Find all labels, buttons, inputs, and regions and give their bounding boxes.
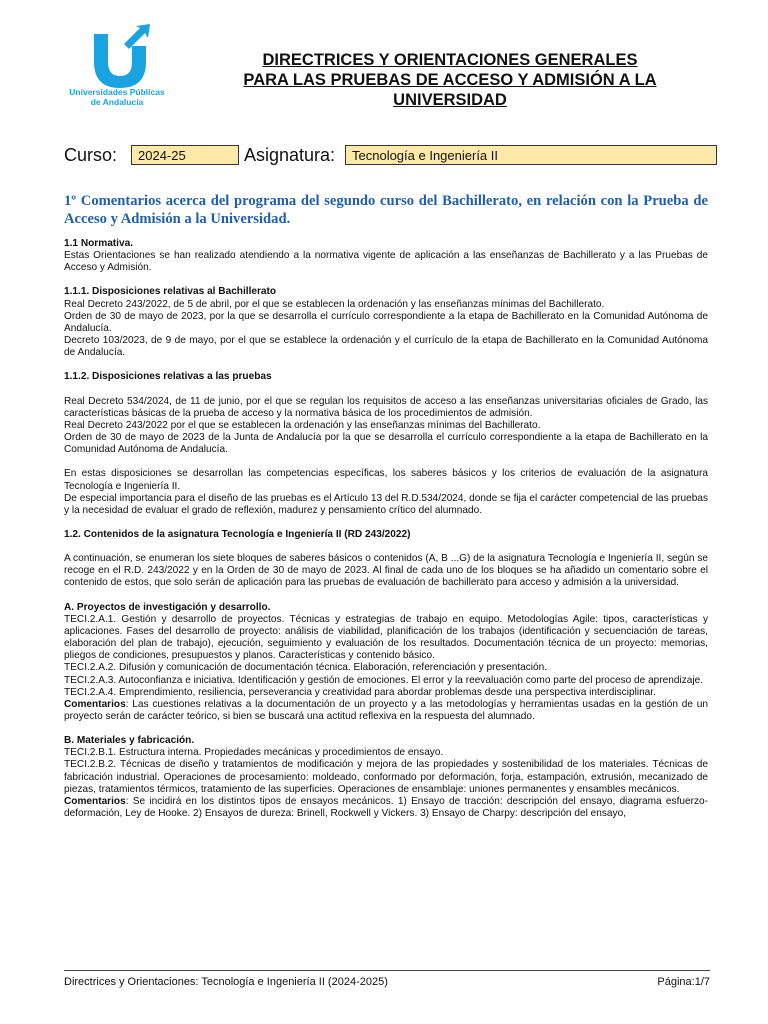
paragraph: Real Decreto 243/2022, de 5 de abril, por el que se establecen la ordenación y las enseñanzas mínimas del Bachillerato. — [64, 298, 605, 310]
paragraph: Decreto 103/2023, de 9 de mayo, por el que se establece la ordenación y el currículo de la etapa de Bachillerato en la Comunidad Autónoma de Andalucía. — [64, 335, 708, 359]
footer-title: Directrices y Orientaciones: Tecnología e Ingeniería II (2024-2025) — [64, 976, 388, 988]
document-body — [64, 238, 708, 820]
comment-label: Comentarios — [64, 698, 126, 710]
list-item: TECI.2.A.2. Difusión y comunicación de documentación técnica. Elaboración, referenciación y presentación. — [64, 662, 548, 674]
comment-text: : Las cuestiones relativas a la documentación de un proyecto y a las metodologías y herramientas usadas en la gestión de un proyecto serán de carácter teórico, si bien se buscará una actitud reflexiva en la respuesta del alumnado. — [64, 698, 708, 722]
heading-contenidos: 1.2. Contenidos de la asignatura Tecnología e Ingeniería II (RD 243/2022) — [64, 528, 411, 540]
paragraph: Estas Orientaciones se han realizado atendiendo a la normativa vigente de aplicación a las enseñanzas de Bachillerato y a las Pruebas de Acceso y Admisión. — [64, 250, 708, 274]
title-line3: UNIVERSIDAD — [393, 91, 507, 109]
comment-label: Comentarios — [64, 795, 126, 807]
list-item: TECI.2.A.1. Gestión y desarrollo de proyectos. Técnicas y estrategias de trabajo en equipo. Metodologías Agile: tipos, características y aplicaciones. Fases del desarrollo de proyecto: análisis de viabilidad, planificación de los trabajos (identificación y secuenciación de tareas, elaboración del plan de trabajo), ejecución, seguimiento y evaluación de los resultados. Documentación técnica de un proyecto: memorias, pliegos de condiciones, presupuestos y planos. Características y contenido básico. — [64, 613, 708, 662]
paragraph: En estas disposiciones se desarrollan las competencias específicas, los saberes básicos y los criterios de evaluación de la asignatura Tecnología e Ingeniería II. — [64, 468, 708, 492]
paragraph: Orden de 30 de mayo de 2023, por la que se desarrolla el currículo correspondiente a la etapa de Bachillerato en la Comunidad Autónoma de Andalucía. — [64, 310, 708, 334]
course-label: Curso: — [64, 145, 118, 165]
logo-text — [62, 87, 172, 107]
footer-divider — [64, 970, 710, 971]
logo-text-line2: de Andalucía — [90, 97, 144, 107]
page-number: Página:1/7 — [657, 976, 710, 988]
heading-normativa: 1.1 Normativa. — [64, 238, 134, 249]
paragraph: Orden de 30 de mayo de 2023 de la Junta de Andalucía por la que se desarrolla el currículo correspondiente a la etapa de Bachillerato en la Comunidad Autónoma de Andalucía. — [64, 432, 708, 456]
heading-disposiciones-bachillerato: 1.1.1. Disposiciones relativas al Bachillerato — [64, 286, 277, 298]
heading-disposiciones-pruebas: 1.1.2. Disposiciones relativas a las pruebas — [64, 371, 272, 383]
comment-paragraph — [64, 796, 708, 820]
title-line2: PARA LAS PRUEBAS DE ACCESO Y ADMISIÓN A LA — [243, 71, 657, 89]
subject-field: Tecnología e Ingeniería II — [345, 145, 717, 165]
university-logo-icon — [84, 24, 154, 90]
subject-label: Asignatura: — [244, 145, 336, 165]
heading-block-a: A. Proyectos de investigación y desarrollo. — [64, 601, 271, 613]
comment-text: : Se incidirá en los distintos tipos de ensayos mecánicos. 1) Ensayo de tracción: descripción del ensayo, diagrama esfuerzo-deformación, Ley de Hooke. 2) Ensayos de dureza: Brinell, Rockwell y Vickers. 3) Ensayo de Charpy: descripción del ensayo, — [64, 795, 708, 820]
section-heading: 1º Comentarios acerca del programa del segundo curso del Bachillerato, en relación con la Prueba de Acceso y Admisión a la Universidad. — [64, 193, 708, 227]
paragraph: De especial importancia para el diseño de las pruebas es el Artículo 13 del R.D.534/2024, donde se fija el carácter competencial de las pruebas y la necesidad de evaluar el grado de reflexión, madurez y pensamiento crítico del alumnado. — [64, 492, 708, 516]
list-item: TECI.2.A.4. Emprendimiento, resiliencia, perseverancia y creatividad para abordar problemas desde una perspectiva interdisciplinar. — [64, 686, 656, 698]
heading-block-b: B. Materiales y fabricación. — [64, 735, 195, 747]
course-subject-row — [64, 144, 724, 168]
logo-text-line1: Universidades Públicas — [69, 87, 165, 97]
logo — [62, 24, 172, 116]
document-title — [200, 50, 700, 110]
list-item: TECI.2.B.2. Técnicas de diseño y tratamientos de modificación y mejora de las propiedades y sostenibilidad de los materiales. Técnicas de fabricación industrial. Operaciones de procesamiento: moldeado, conformado por deformación, forja, estampación, extrusión, mecanizado de piezas, tratamientos térmicos, tratamiento de las superficies. Operaciones de ensamblaje: uniones permanentes y ensambles mecánicos. — [64, 759, 708, 795]
list-item: TECI.2.A.3. Autoconfianza e iniciativa. Identificación y gestión de emociones. El error y la reevaluación como parte del proceso de aprendizaje. — [64, 674, 704, 686]
title-line1: DIRECTRICES Y ORIENTACIONES GENERALES — [262, 51, 638, 69]
course-field: 2024-25 — [131, 145, 239, 165]
list-item: TECI.2.B.1. Estructura interna. Propiedades mecánicas y procedimientos de ensayo. — [64, 747, 444, 759]
paragraph: Real Decreto 534/2024, de 11 de junio, por el que se regulan los requisitos de acceso a las enseñanzas universitarias oficiales de Grado, las características básicas de la prueba de acceso y la normativa básica de los procedimientos de admisión. — [64, 395, 708, 419]
paragraph: Real Decreto 243/2022 por el que se establecen la ordenación y las enseñanzas mínimas del Bachillerato. — [64, 419, 541, 431]
paragraph: A continuación, se enumeran los siete bloques de saberes básicos o contenidos (A, B ...G) de la asignatura Tecnología e Ingeniería II, según se recoge en el R.D. 243/2022 y en la Orden de 30 de mayo de 2023. Al final de cada uno de los bloques se ha añadido un comentario sobre el contenido de estos, que solo serán de aplicación para las pruebas de evaluación de bachillerato para acceso y admisión a la universidad. — [64, 553, 708, 589]
comment-paragraph — [64, 699, 708, 723]
